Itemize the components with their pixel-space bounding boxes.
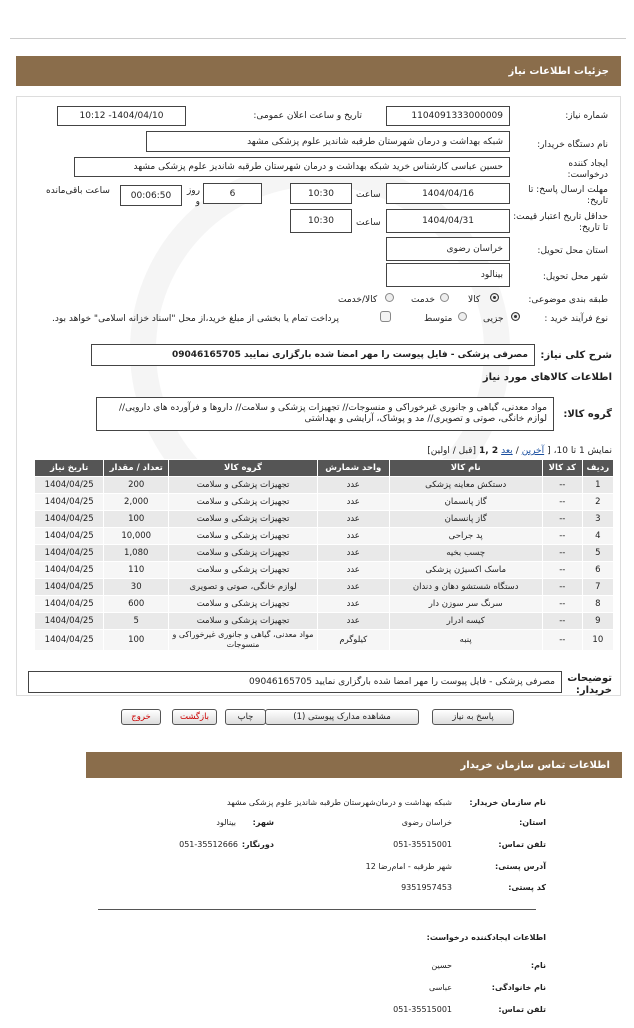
days-label: روز و	[186, 186, 200, 207]
contact-fax-label: دورنگار:	[241, 840, 274, 849]
cell-col-unit: عدد	[317, 545, 389, 562]
general-text: مصرفی پزشکی - فایل پیوست را مهر امضا شده بارگزاری نمایید 09046165705	[91, 344, 535, 366]
need-number-label: شماره نیاز:	[565, 111, 608, 121]
treasury-note: پرداخت تمام یا بخشی از مبلغ خرید،از محل "اسناد خزانه اسلامی" خواهد بود.	[52, 314, 340, 324]
remaining-label: ساعت باقی‌مانده	[46, 186, 110, 196]
contact-province: خراسان رضوی	[401, 818, 452, 827]
process-option-small: جزیی	[483, 314, 504, 324]
category-option-both: کالا/خدمت	[338, 295, 378, 305]
deadline-time-field: 10:30	[290, 183, 352, 204]
cell-col-group: تجهیزات پزشکی و سلامت	[169, 528, 318, 545]
cell-col-group: تجهیزات پزشکی و سلامت	[169, 596, 318, 613]
cell-col-row: 10	[582, 630, 613, 651]
cell-col-date: 1404/04/25	[35, 477, 104, 494]
cell-col-row: 1	[582, 477, 613, 494]
buyer-notes-text: مصرفی پزشکی - فایل پیوست را مهر امضا شده بارگزاری نمایید 09046165705	[28, 671, 562, 693]
creator-field: حسین عباسی کارشناس خرید شبکه بهداشت و درمان شهرستان طرقبه شاندیز علوم پزشکی مشهد	[74, 157, 510, 177]
category-label: طبقه بندی موضوعی:	[528, 295, 608, 305]
cell-col-qty: 600	[104, 596, 169, 613]
cell-col-date: 1404/04/25	[35, 613, 104, 630]
cell-col-qty: 30	[104, 579, 169, 596]
table-row	[35, 494, 614, 511]
contact-postal-label: کد پستی:	[508, 883, 546, 892]
cell-col-group: تجهیزات پزشکی و سلامت	[169, 613, 318, 630]
cell-col-date: 1404/04/25	[35, 511, 104, 528]
cell-col-date: 1404/04/25	[35, 562, 104, 579]
cell-col-code: --	[542, 630, 582, 651]
cell-col-qty: 2,000	[104, 494, 169, 511]
creator-family-label: نام خانوادگی:	[491, 983, 546, 992]
table-row	[35, 477, 614, 494]
cell-col-unit: عدد	[317, 494, 389, 511]
cell-col-qty: 110	[104, 562, 169, 579]
contact-postal: 9351957453	[401, 883, 452, 892]
cell-col-unit: عدد	[317, 562, 389, 579]
category-option-service: خدمت	[411, 295, 435, 305]
cell-col-name: دستکش معاینه پزشکی	[389, 477, 542, 494]
category-radio-service[interactable]	[440, 293, 449, 305]
cell-col-date: 1404/04/25	[35, 545, 104, 562]
cell-col-group: تجهیزات پزشکی و سلامت	[169, 477, 318, 494]
cell-col-row: 8	[582, 596, 613, 613]
cell-col-unit: عدد	[317, 477, 389, 494]
table-row	[35, 545, 614, 562]
category-option-goods: کالا	[468, 295, 481, 305]
province-field: خراسان رضوی	[386, 237, 510, 261]
top-divider	[10, 38, 626, 39]
province-label: استان محل تحویل:	[537, 246, 608, 256]
header-col-code: کد کالا	[542, 460, 582, 477]
print-button[interactable]: چاپ	[225, 709, 266, 725]
header-col-unit: واحد شمارش	[317, 460, 389, 477]
exit-button[interactable]: خروج	[121, 709, 161, 725]
items-table-header	[35, 460, 614, 477]
cell-col-unit: عدد	[317, 511, 389, 528]
contact-city: بینالود	[216, 818, 236, 827]
process-label: نوع فرآیند خرید :	[544, 314, 608, 324]
contact-org-label: نام سازمان خریدار:	[469, 798, 546, 807]
creator-name: حسین	[431, 961, 452, 970]
process-option-medium: متوسط	[424, 314, 453, 324]
process-radio-small[interactable]	[511, 312, 520, 324]
process-radio-medium[interactable]	[458, 312, 467, 324]
general-label: شرح کلی نیاز:	[540, 350, 612, 361]
header-col-row: ردیف	[582, 460, 613, 477]
cell-col-name: گاز پانسمان	[389, 511, 542, 528]
table-row	[35, 579, 614, 596]
cell-col-group: لوازم خانگی، صوتی و تصویری	[169, 579, 318, 596]
paging-tail: [قبل / اولین]	[427, 446, 477, 456]
creator-label: ایجاد کننده درخواست:	[567, 159, 608, 180]
cell-col-qty: 100	[104, 630, 169, 651]
cell-col-code: --	[542, 613, 582, 630]
back-button[interactable]: بازگشت	[172, 709, 217, 725]
reply-button[interactable]: پاسخ به نیاز	[432, 709, 514, 725]
contact-divider	[98, 909, 536, 910]
cell-col-qty: 10,000	[104, 528, 169, 545]
contact-address-label: آدرس پستی:	[495, 862, 546, 871]
validity-date-field: 1404/04/31	[386, 209, 510, 233]
contact-header	[86, 752, 622, 778]
cell-col-code: --	[542, 477, 582, 494]
cell-col-code: --	[542, 511, 582, 528]
cell-col-qty: 5	[104, 613, 169, 630]
header-col-date: تاریخ نیاز	[35, 460, 104, 477]
deadline-label: مهلت ارسال پاسخ: تا تاریخ:	[528, 185, 608, 206]
cell-col-group: تجهیزات پزشکی و سلامت	[169, 562, 318, 579]
attachments-button[interactable]: مشاهده مدارک پیوستی (1)	[265, 709, 419, 725]
items-table-body	[35, 477, 614, 651]
cell-col-name: ماسک اکسیژن پزشکی	[389, 562, 542, 579]
header-col-group: گروه کالا	[169, 460, 318, 477]
contact-province-label: استان:	[519, 818, 546, 827]
category-radio-goods[interactable]	[490, 293, 499, 305]
paging-sep: /	[515, 446, 519, 456]
paging-last-link[interactable]: آخرین	[521, 446, 545, 456]
cell-col-row: 2	[582, 494, 613, 511]
cell-col-unit: عدد	[317, 613, 389, 630]
cell-col-row: 4	[582, 528, 613, 545]
creator-family: عباسی	[429, 983, 452, 992]
city-label: شهر محل تحویل:	[542, 272, 608, 282]
creator-phone-label: تلفن تماس:	[498, 1005, 546, 1014]
creator-info-title: اطلاعات ایجادکننده درخواست:	[426, 933, 546, 942]
buyer-org-field: شبکه بهداشت و درمان شهرستان طرقبه شاندیز علوم پزشکی مشهد	[146, 131, 510, 152]
goods-group-label: گروه کالا:	[563, 409, 612, 420]
category-radio-both[interactable]	[385, 293, 394, 305]
cell-col-code: --	[542, 494, 582, 511]
cell-col-code: --	[542, 545, 582, 562]
cell-col-name: پد جراحی	[389, 528, 542, 545]
cell-col-code: --	[542, 528, 582, 545]
creator-name-label: نام:	[530, 961, 546, 970]
cell-col-name: پنبه	[389, 630, 542, 651]
days-field: 6	[203, 183, 262, 204]
goods-section-title: اطلاعات کالاهای مورد نیاز	[482, 372, 612, 383]
cell-col-date: 1404/04/25	[35, 630, 104, 651]
contact-phone: 051-35515001	[393, 840, 452, 849]
page-title: جزئیات اطلاعات نیاز	[508, 65, 609, 77]
cell-col-unit: عدد	[317, 579, 389, 596]
contact-fax: 051-35512666	[179, 840, 238, 849]
items-table	[34, 459, 614, 651]
validity-time-field: 10:30	[290, 209, 352, 233]
cell-col-row: 9	[582, 613, 613, 630]
paging-showing: نمایش 1 تا 10،	[553, 446, 612, 456]
cell-col-date: 1404/04/25	[35, 579, 104, 596]
cell-col-group: تجهیزات پزشکی و سلامت	[169, 511, 318, 528]
paging-pages[interactable]: 2 ,1	[479, 446, 499, 456]
creator-phone: 051-35515001	[393, 1005, 452, 1014]
table-row	[35, 511, 614, 528]
cell-col-code: --	[542, 562, 582, 579]
table-row	[35, 613, 614, 630]
contact-phone-label: تلفن تماس:	[498, 840, 546, 849]
cell-col-name: کیسه ادرار	[389, 613, 542, 630]
cell-col-unit: عدد	[317, 528, 389, 545]
remaining-time-field: 00:06:50	[120, 185, 182, 206]
treasury-checkbox[interactable]	[380, 311, 391, 322]
cell-col-group: تجهیزات پزشکی و سلامت	[169, 545, 318, 562]
header-col-name: نام کالا	[389, 460, 542, 477]
cell-col-name: سرنگ سر سوزن دار	[389, 596, 542, 613]
contact-address: شهر طرقبه - امام‌رضا 12	[365, 862, 452, 871]
cell-col-unit: عدد	[317, 596, 389, 613]
deadline-date-field: 1404/04/16	[386, 183, 510, 204]
cell-col-code: --	[542, 596, 582, 613]
cell-col-row: 3	[582, 511, 613, 528]
paging-open: [	[547, 446, 551, 456]
validity-time-label: ساعت	[356, 218, 381, 228]
contact-org: شبکه بهداشت و درمان‌شهرستان طرقبه شاندیز علوم پزشکی مشهد	[227, 798, 452, 807]
cell-col-code: --	[542, 579, 582, 596]
deadline-time-label: ساعت	[356, 190, 381, 200]
buyer-org-label: نام دستگاه خریدار:	[537, 140, 608, 150]
pagination	[427, 446, 612, 456]
validity-label: حداقل تاریخ اعتبار قیمت: تا تاریخ:	[513, 212, 608, 233]
cell-col-unit: کیلوگرم	[317, 630, 389, 651]
announce-field: 1404/04/10- 10:12	[57, 106, 186, 126]
cell-col-name: دستگاه شستشو دهان و دندان	[389, 579, 542, 596]
cell-col-group: تجهیزات پزشکی و سلامت	[169, 494, 318, 511]
contact-city-label: شهر:	[252, 818, 274, 827]
cell-col-group: مواد معدنی، گیاهی و جانوری غیرخوراکی و منسوجات	[169, 630, 318, 651]
contact-title: اطلاعات تماس سازمان خریدار	[460, 759, 610, 771]
page-header	[16, 56, 621, 86]
cell-col-row: 5	[582, 545, 613, 562]
table-row	[35, 630, 614, 651]
need-number-field: 1104091333000009	[386, 106, 510, 126]
cell-col-date: 1404/04/25	[35, 528, 104, 545]
city-field: بینالود	[386, 263, 510, 287]
announce-label: تاریخ و ساعت اعلان عمومی:	[253, 111, 362, 121]
goods-group-text: مواد معدنی، گیاهی و جانوری غیرخوراکی و منسوجات// تجهیزات پزشکی و سلامت// داروها و فرآورده های دارویی// لوازم خانگی، صوتی و تصویری// مد و پوشاک، آرایشی و بهداشتی	[96, 397, 554, 431]
paging-next-link[interactable]: بعد	[501, 446, 513, 456]
table-row	[35, 596, 614, 613]
cell-col-name: چسب بخیه	[389, 545, 542, 562]
cell-col-qty: 200	[104, 477, 169, 494]
table-row	[35, 528, 614, 545]
cell-col-qty: 1,080	[104, 545, 169, 562]
table-row	[35, 562, 614, 579]
buyer-notes-label: توضیحات خریدار:	[567, 673, 612, 696]
cell-col-date: 1404/04/25	[35, 494, 104, 511]
cell-col-row: 6	[582, 562, 613, 579]
cell-col-qty: 100	[104, 511, 169, 528]
header-col-qty: تعداد / مقدار	[104, 460, 169, 477]
cell-col-name: گاز پانسمان	[389, 494, 542, 511]
cell-col-date: 1404/04/25	[35, 596, 104, 613]
cell-col-row: 7	[582, 579, 613, 596]
